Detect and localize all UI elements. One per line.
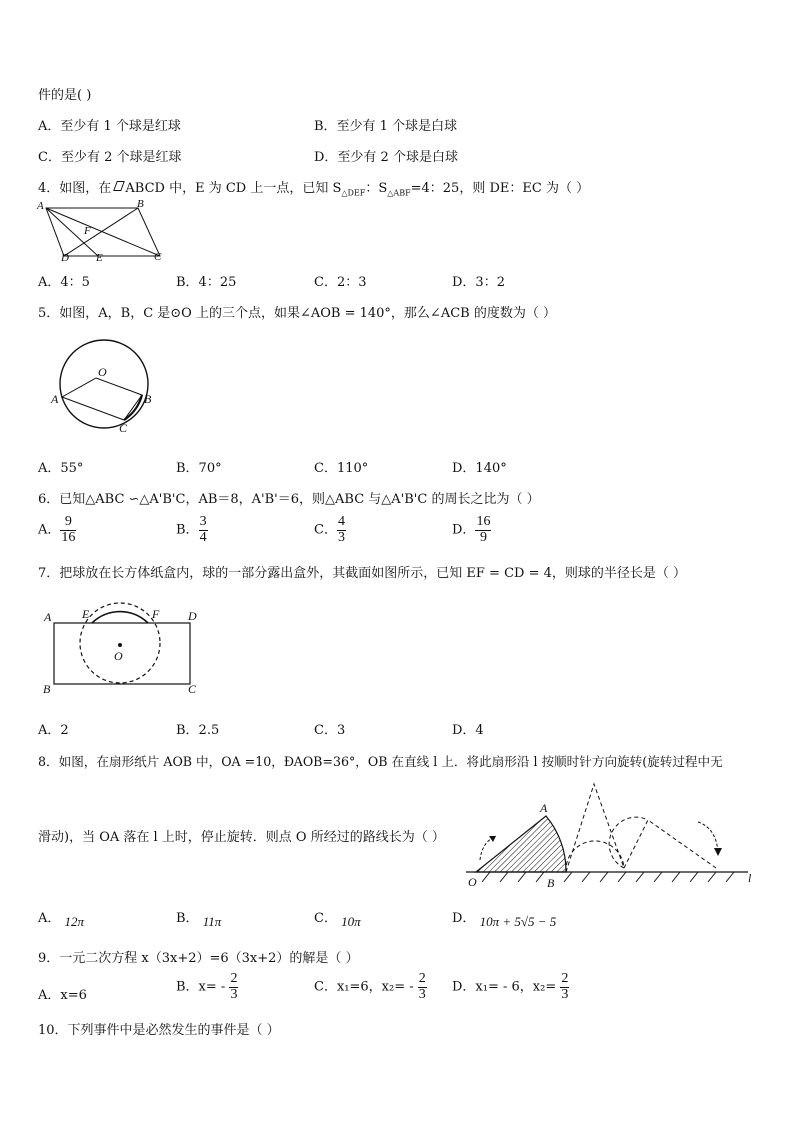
q3-option-b: B．至少有 1 个球是白球 (314, 119, 458, 134)
q8-option-label: B． (176, 911, 199, 926)
q9-option-b (176, 972, 238, 1002)
q8-option-label: D． (452, 911, 476, 926)
q4-option-a: A．4：5 (38, 275, 90, 290)
q5-circle-figure (48, 334, 160, 434)
q4-label: C (154, 251, 162, 263)
numerator: 2 (418, 971, 426, 986)
q4-stem-part: ：S (365, 181, 388, 196)
fraction (229, 972, 238, 1002)
q8-option-value: 10π (341, 914, 361, 929)
q8-stem-line1: 8．如图，在扇形纸片 AOB 中，OA =10，ÐAOB=36°，OB 在直线 l 上．将此扇形沿 l 按顺时针方向旋转(旋转过程中无 (38, 754, 723, 769)
denominator: 3 (561, 986, 569, 1002)
q10-stem: 10．下列事件中是必然发生的事件是（ ） (38, 1023, 280, 1038)
q6-option-b (176, 515, 208, 545)
denominator: 4 (199, 529, 207, 545)
q5-label: A (51, 392, 59, 406)
q6-option-label: B． (176, 522, 199, 538)
q5-option-c: C．110° (314, 461, 369, 476)
q8-rotation-figure (460, 776, 760, 888)
parallelogram-icon (114, 181, 126, 191)
q8-option-b (176, 907, 222, 929)
q3-option-a: A．至少有 1 个球是红球 (38, 119, 181, 134)
numerator: 2 (230, 971, 238, 986)
q7-option-d: D．4 (452, 723, 484, 738)
q4-stem-part: 4．如图，在 (38, 181, 116, 196)
q3-stem-tail: 件的是( ) (38, 88, 92, 103)
q3-option-d: D．至少有 2 个球是白球 (314, 150, 458, 165)
q5-option-d: D．140° (452, 461, 507, 476)
q8-option-d (452, 907, 557, 929)
q5-label: B (144, 392, 152, 406)
numerator: 9 (60, 515, 76, 531)
q4-option-b: B．4：25 (176, 275, 237, 290)
q8-option-value: 12π (64, 914, 85, 929)
q7-label: B (43, 682, 51, 696)
numerator: 16 (476, 514, 491, 529)
q7-label: A (44, 610, 52, 624)
fraction (60, 515, 76, 545)
denominator: 3 (337, 529, 345, 545)
q7-option-a: A．2 (38, 723, 69, 738)
numerator: 2 (561, 971, 569, 986)
fraction (560, 972, 569, 1002)
q8-option-a (38, 907, 85, 929)
denominator: 3 (418, 986, 426, 1002)
q8-stem-line2: 滑动)，当 OA 落在 l 上时，停止旋转．则点 O 所经过的路线长为（ ） (38, 830, 445, 845)
q8-option-value: 11π (202, 914, 222, 929)
q4-sub-abf: △ABF (387, 188, 411, 198)
q8-option-label: A． (38, 911, 61, 926)
q5-option-b: B．70° (176, 461, 222, 476)
q8-label: O (468, 875, 477, 888)
fraction (337, 515, 346, 545)
q6-option-label: D． (452, 522, 476, 538)
q8-label: B (547, 876, 555, 888)
q9-option-a: A．x=6 (38, 988, 87, 1003)
q9-option-prefix: B．x= - (176, 979, 226, 995)
q6-option-d (452, 515, 491, 545)
q8-label: A (540, 801, 548, 815)
q5-label: C (119, 421, 128, 434)
denominator: 9 (479, 529, 487, 545)
fraction (475, 515, 491, 545)
q6-option-label: C． (314, 522, 337, 538)
q7-label: E (82, 607, 90, 621)
q7-stem: 7．把球放在长方体纸盒内，球的一部分露出盒外，其截面如图所示，已知 EF = CD = 4，则球的半径长是（ ） (38, 566, 687, 581)
q4-option-c: C．2：3 (314, 275, 367, 290)
q4-sub-def: △DEF (341, 188, 366, 198)
q5-label: O (98, 365, 107, 379)
q6-option-label: A． (38, 522, 61, 538)
q7-option-b: B．2.5 (176, 723, 220, 738)
q4-label: F (84, 225, 91, 237)
q7-label: D (188, 609, 197, 623)
q9-stem: 9．一元二次方程 x（3x+2）=6（3x+2）的解是（ ） (38, 951, 359, 966)
numerator: 3 (199, 514, 207, 529)
q6-stem: 6．已知△ABC ∽△A'B'C，AB＝8，A'B'＝6，则△ABC 与△A'B'C 的周长之比为（ ） (38, 492, 540, 507)
denominator: 16 (61, 529, 76, 545)
q9-option-prefix: C．x₁=6，x₂= - (314, 979, 414, 995)
q9-option-c (314, 972, 427, 1002)
q4-parallelogram-figure (34, 198, 174, 264)
q4-label: B (137, 198, 144, 210)
q4-option-d: D．3：2 (452, 275, 505, 290)
q4-stem-part: ABCD 中，E 为 CD 上一点，已知 S (125, 181, 342, 196)
q8-option-c (314, 907, 361, 929)
q5-option-a: A．55° (38, 461, 84, 476)
q4-label: A (37, 200, 44, 212)
q7-option-c: C．3 (314, 723, 346, 738)
q7-box-figure (40, 598, 208, 698)
q6-option-c (314, 515, 346, 545)
q8-label: l (748, 871, 752, 885)
q6-option-a (38, 515, 76, 545)
q4-stem (38, 177, 589, 198)
q7-label: O (114, 649, 123, 663)
q7-label: C (188, 682, 197, 696)
q4-label: D (61, 252, 69, 264)
fraction (199, 515, 208, 545)
q4-label: E (96, 252, 103, 264)
q9-option-prefix: D．x₁= - 6，x₂= (452, 979, 557, 995)
denominator: 3 (230, 986, 238, 1002)
q8-option-label: C． (314, 911, 337, 926)
numerator: 4 (337, 514, 345, 529)
q8-option-value: 10π + 5√5 − 5 (479, 914, 557, 929)
q4-stem-part: =4：25，则 DE：EC 为（ ） (410, 181, 590, 196)
q7-label: F (152, 607, 160, 621)
q3-option-c: C．至少有 2 个球是红球 (38, 150, 182, 165)
fraction (418, 972, 427, 1002)
q9-option-d (452, 972, 569, 1002)
q5-stem: 5．如图，A，B，C 是⊙O 上的三个点，如果∠AOB = 140°，那么∠ACB 的度数为（ ） (38, 306, 556, 321)
